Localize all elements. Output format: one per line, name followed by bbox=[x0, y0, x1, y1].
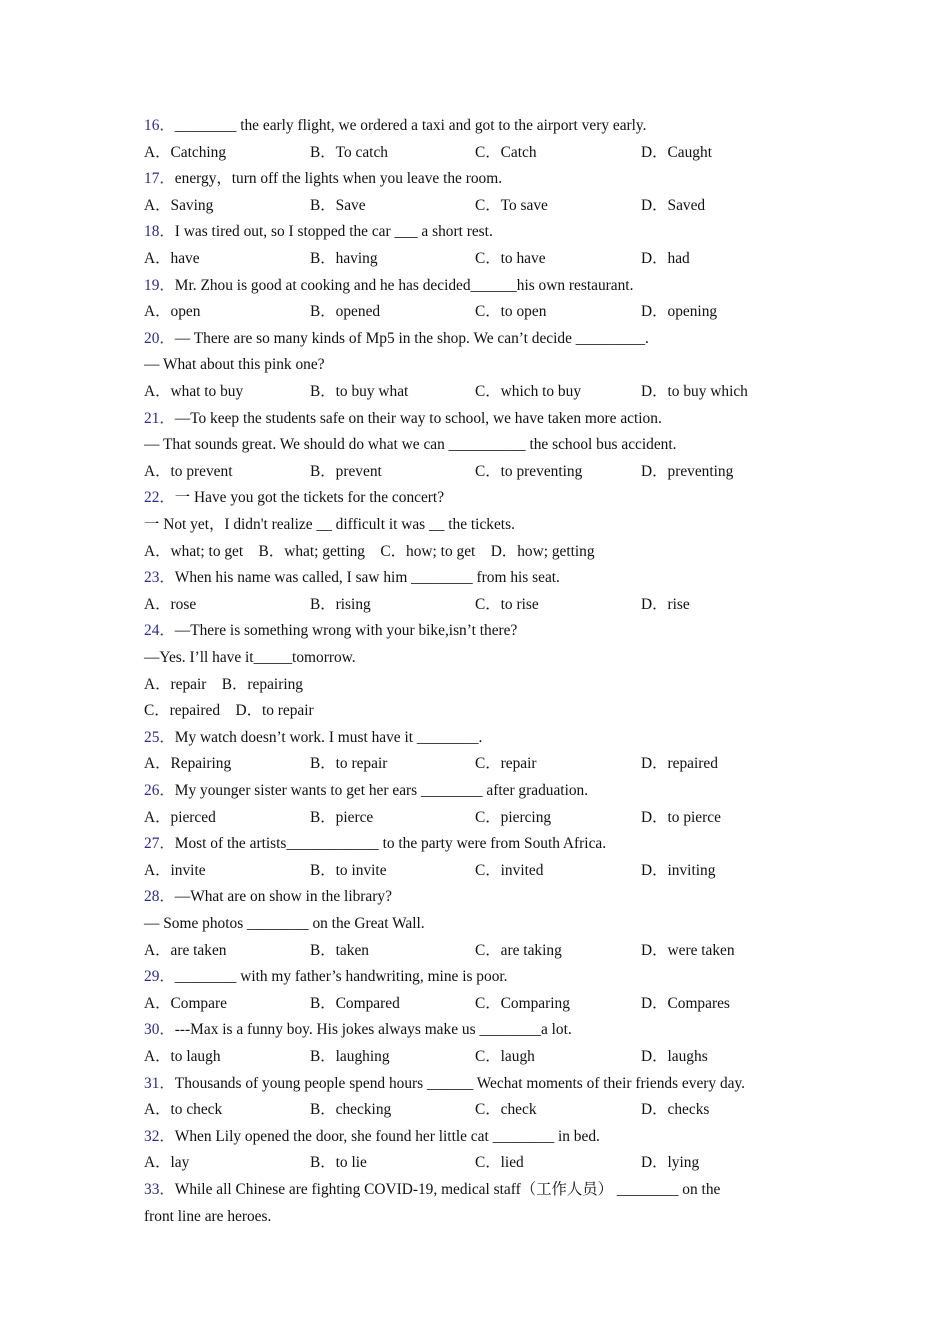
question-number: 24． bbox=[144, 622, 175, 640]
answer-option: B．to invite bbox=[310, 861, 387, 879]
dialogue-line: — Some photos ________ on the Great Wall. bbox=[144, 915, 425, 932]
question-number: 33． bbox=[144, 1181, 175, 1198]
dialogue-line: — What about this pink one? bbox=[144, 356, 325, 374]
answer-option: D．rise bbox=[641, 595, 690, 613]
question-text: While all Chinese are fighting COVID-19, medical staff（工作人员） ________ on the bbox=[174, 1181, 721, 1198]
answer-option: A．what to buy bbox=[144, 383, 244, 400]
question-text: 一 Have you got the tickets for the concert? bbox=[174, 489, 445, 507]
answer-option: A．open bbox=[144, 303, 201, 321]
answer-option: A．to check bbox=[144, 1101, 223, 1119]
question-stem bbox=[144, 1017, 572, 1043]
question-continuation bbox=[144, 645, 356, 671]
question-stem bbox=[144, 778, 588, 804]
question-number: 16． bbox=[144, 117, 175, 134]
question-continuation bbox=[144, 512, 515, 538]
answer-option: D．to pierce bbox=[641, 808, 721, 826]
question-number: 23． bbox=[144, 569, 175, 587]
answer-option: B．checking bbox=[310, 1101, 392, 1119]
answer-option: C．Comparing bbox=[475, 994, 570, 1012]
answer-option: A．Saving bbox=[144, 196, 214, 214]
answer-option: A．lay bbox=[144, 1154, 190, 1172]
answer-options-inline: A．what; to get B．what; getting C．how; to get D．how; getting bbox=[144, 542, 595, 560]
answer-option: B．laughing bbox=[310, 1048, 390, 1065]
answer-option: A．to prevent bbox=[144, 462, 233, 480]
answer-option: C．To save bbox=[475, 196, 548, 214]
question-number: 25． bbox=[144, 728, 175, 746]
answer-option: B．having bbox=[310, 250, 378, 267]
question-number: 30． bbox=[144, 1021, 175, 1039]
answer-option: C．check bbox=[475, 1101, 537, 1119]
question-text: energy，turn off the lights when you leave the room. bbox=[174, 170, 503, 188]
answer-option: C．which to buy bbox=[475, 383, 582, 400]
question-continuation bbox=[144, 1204, 271, 1230]
question-stem bbox=[144, 485, 444, 511]
answer-option: D．to buy which bbox=[641, 383, 748, 400]
question-stem bbox=[144, 219, 493, 245]
answer-option: B．to lie bbox=[310, 1154, 367, 1172]
answer-option: D．were taken bbox=[641, 941, 735, 959]
question-text: — There are so many kinds of Mp5 in the shop. We can’t decide _________. bbox=[174, 329, 649, 347]
answer-option: D．repaired bbox=[641, 755, 718, 773]
question-continuation bbox=[144, 352, 325, 378]
answer-option: C．lied bbox=[475, 1154, 524, 1172]
answer-option: D．inviting bbox=[641, 861, 716, 879]
question-stem bbox=[144, 273, 633, 299]
question-continuation bbox=[144, 911, 425, 937]
question-text: My younger sister wants to get her ears ________ after graduation. bbox=[174, 782, 589, 799]
question-text: Thousands of young people spend hours ______ Wechat moments of their friends every day. bbox=[174, 1074, 746, 1092]
answer-option: B．Save bbox=[310, 196, 366, 214]
question-number: 18． bbox=[144, 223, 175, 241]
question-stem bbox=[144, 1071, 745, 1097]
answer-option: B．pierce bbox=[310, 808, 374, 826]
question-number: 26． bbox=[144, 782, 175, 799]
dialogue-line: front line are heroes. bbox=[144, 1207, 272, 1225]
question-text: —What are on show in the library? bbox=[174, 888, 392, 906]
question-continuation bbox=[144, 432, 677, 458]
answer-option: B．To catch bbox=[310, 143, 388, 161]
answer-option: C．to rise bbox=[475, 595, 539, 613]
answer-option: A．to laugh bbox=[144, 1048, 221, 1065]
question-number: 31． bbox=[144, 1074, 175, 1092]
answer-option: A．are taken bbox=[144, 941, 227, 959]
question-number: 28． bbox=[144, 888, 175, 906]
question-number: 29． bbox=[144, 968, 175, 986]
question-stem bbox=[144, 113, 646, 139]
answer-option: D．laughs bbox=[641, 1048, 708, 1065]
question-text: When Lily opened the door, she found her little cat ________ in bed. bbox=[174, 1127, 600, 1145]
answer-option: A．Repairing bbox=[144, 755, 232, 773]
question-text: When his name was called, I saw him ________ from his seat. bbox=[174, 569, 560, 587]
dialogue-line: — That sounds great. We should do what we can __________ the school bus accident. bbox=[144, 436, 677, 454]
answer-option: B．taken bbox=[310, 941, 369, 959]
question-text: —There is something wrong with your bike,isn’t there? bbox=[174, 622, 518, 640]
answer-option: B．opened bbox=[310, 303, 381, 321]
answer-option: D．checks bbox=[641, 1101, 710, 1119]
dialogue-line: 一 Not yet，I didn't realize __ difficult it was __ the tickets. bbox=[144, 516, 515, 533]
question-stem bbox=[144, 884, 392, 910]
question-number: 20． bbox=[144, 329, 175, 347]
answer-option: D．Compares bbox=[641, 994, 730, 1012]
question-stem bbox=[144, 326, 649, 352]
options-row bbox=[144, 539, 595, 565]
question-stem bbox=[144, 618, 517, 644]
answer-option: C．to have bbox=[475, 250, 546, 267]
answer-option: B．Compared bbox=[310, 994, 400, 1012]
answer-option: D．Caught bbox=[641, 143, 712, 161]
answer-option: C．to open bbox=[475, 303, 547, 321]
question-stem bbox=[144, 406, 662, 432]
options-row bbox=[144, 698, 314, 724]
answer-option: C．piercing bbox=[475, 808, 552, 826]
question-text: Mr. Zhou is good at cooking and he has decided______his own restaurant. bbox=[174, 276, 634, 294]
answer-option: B．rising bbox=[310, 595, 371, 613]
answer-option: B．to repair bbox=[310, 755, 388, 773]
question-text: I was tired out, so I stopped the car ___ a short rest. bbox=[174, 223, 493, 241]
answer-option: B．prevent bbox=[310, 462, 382, 480]
answer-option: C．to preventing bbox=[475, 462, 583, 480]
question-stem bbox=[144, 725, 482, 751]
answer-option: D．had bbox=[641, 250, 690, 267]
answer-option: A．rose bbox=[144, 595, 197, 613]
question-stem bbox=[144, 166, 502, 192]
question-stem bbox=[144, 1124, 600, 1150]
answer-option: C．are taking bbox=[475, 941, 562, 959]
answer-option: A．have bbox=[144, 250, 200, 267]
question-text: ________ the early flight, we ordered a taxi and got to the airport very early. bbox=[174, 117, 647, 134]
answer-option: C．invited bbox=[475, 861, 544, 879]
question-text: ---Max is a funny boy. His jokes always make us ________a lot. bbox=[174, 1021, 572, 1039]
question-text: Most of the artists____________ to the party were from South Africa. bbox=[174, 835, 607, 853]
answer-option: D．opening bbox=[641, 303, 718, 321]
question-number: 21． bbox=[144, 409, 175, 427]
answer-option: C．repair bbox=[475, 755, 537, 773]
question-number: 19． bbox=[144, 276, 175, 294]
question-stem bbox=[144, 831, 606, 857]
answer-option: D．lying bbox=[641, 1154, 700, 1172]
answer-option: A．Compare bbox=[144, 994, 227, 1012]
question-text: ________ with my father’s handwriting, mine is poor. bbox=[174, 968, 508, 986]
question-number: 17． bbox=[144, 170, 175, 188]
answer-option: C．Catch bbox=[475, 143, 537, 161]
question-text: —To keep the students safe on their way to school, we have taken more action. bbox=[174, 409, 662, 427]
answer-option: A．pierced bbox=[144, 808, 216, 826]
question-number: 22． bbox=[144, 489, 175, 507]
answer-option: D．Saved bbox=[641, 196, 706, 214]
question-stem bbox=[144, 565, 560, 591]
dialogue-line: —Yes. I’ll have it_____tomorrow. bbox=[144, 649, 356, 666]
answer-option: B．to buy what bbox=[310, 383, 409, 400]
options-row bbox=[144, 672, 303, 698]
question-number: 32． bbox=[144, 1127, 175, 1145]
question-number: 27． bbox=[144, 835, 175, 853]
answer-option: A．invite bbox=[144, 861, 206, 879]
answer-option: D．preventing bbox=[641, 462, 734, 480]
answer-option: A．Catching bbox=[144, 143, 227, 161]
question-stem bbox=[144, 1177, 720, 1203]
answer-option: C．laugh bbox=[475, 1048, 535, 1065]
answer-options-inline: C．repaired D．to repair bbox=[144, 702, 314, 720]
question-stem bbox=[144, 964, 508, 990]
question-text: My watch doesn’t work. I must have it ________. bbox=[174, 728, 483, 746]
answer-options-inline: A．repair B．repairing bbox=[144, 675, 303, 693]
